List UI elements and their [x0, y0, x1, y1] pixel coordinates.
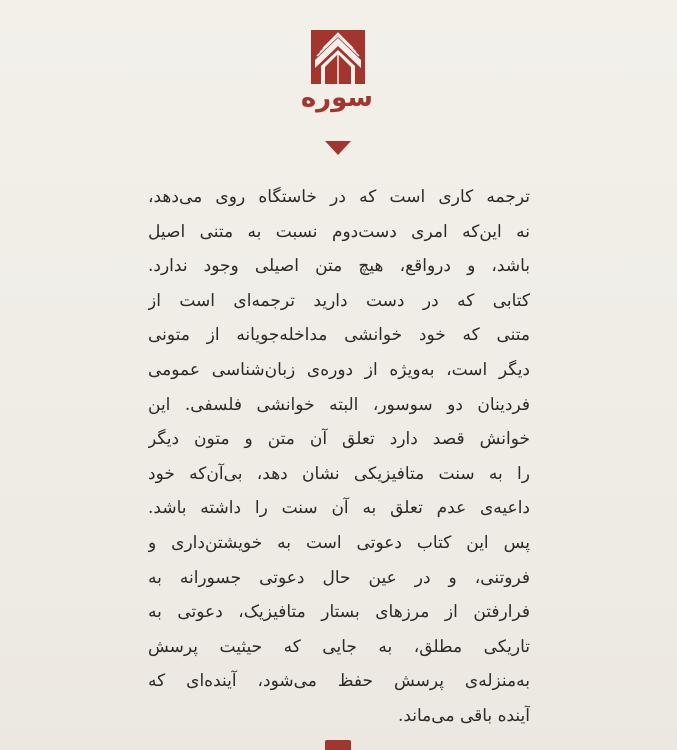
- blurb-text: [148, 180, 530, 734]
- text-line: فروتنی، و در عین حال دعوتی جسورانه به: [148, 567, 530, 588]
- text-line: تاریکی مطلق، به جایی که حیثیت پرسش: [148, 636, 530, 657]
- text-line: فردینان دو سوسور، البته خوانشی فلسفی. این: [148, 394, 530, 415]
- text-line: پس این کتاب دعوتی است به خویشتن‌داری و: [148, 532, 530, 553]
- text-line: متنی که خود خوانشی مداخله‌جویانه از متونی: [148, 325, 530, 346]
- bar-icon: [325, 740, 351, 750]
- book-house-icon: [311, 30, 365, 84]
- text-line: کتابی که در دست دارید ترجمه‌ای است از: [148, 290, 530, 311]
- publisher-name: سوره: [300, 83, 373, 113]
- triangle-down-icon: [325, 141, 351, 155]
- text-line: را به سنت متافیزیکی نشان دهد، بی‌آن‌که خود: [148, 463, 530, 484]
- text-line: آینده باقی می‌ماند.: [397, 705, 530, 726]
- text-line: فرارفتن از مرزهای بستار متافیزیک، دعوتی به: [148, 602, 530, 623]
- text-line: ترجمه کاری است که در خاستگاه روی می‌دهد،: [148, 187, 530, 207]
- text-line: نه این‌که امری دست‌دوم نسبت به متنی اصیل: [148, 221, 530, 242]
- text-line: خوانش قصد دارد تعلق آن متن و متون دیگر: [148, 429, 530, 450]
- text-line: باشد، و درواقع، هیچ متن اصیلی وجود ندارد.: [148, 256, 530, 277]
- text-line: دیگر است، به‌ویژه از دوره‌ی زبان‌شناسی عمومی: [148, 359, 530, 380]
- publisher-logo: [300, 30, 373, 113]
- text-line: به‌منزله‌ی پرسش حفظ می‌شود، آینده‌ای که: [148, 671, 530, 692]
- text-line: داعیه‌ی عدم تعلق به آن سنت را داشته باشد.: [148, 498, 530, 519]
